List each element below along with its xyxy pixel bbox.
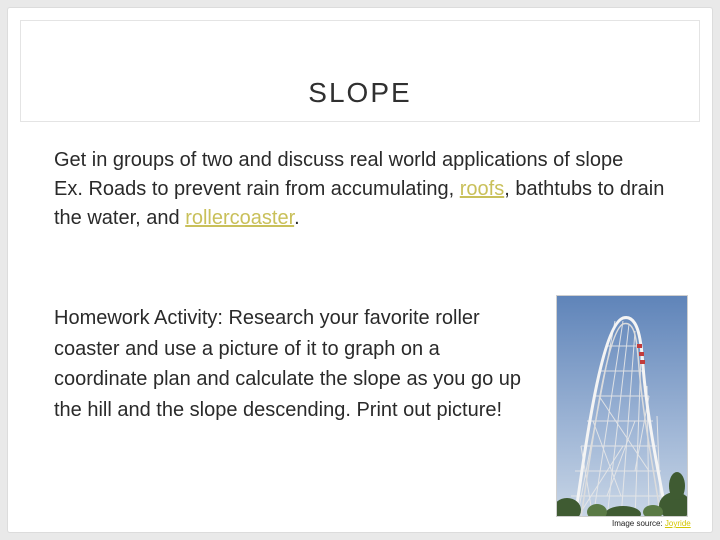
title-box (20, 20, 700, 122)
slide-title: SLOPE (308, 77, 412, 108)
intro-text-block (54, 146, 694, 233)
image-credit (612, 519, 691, 528)
homework-paragraph: Homework Activity: Research your favorite roller coaster and use a picture of it to graph on a coordinate plan and calculate the slope as you go up the hill and the slope descending. Print out picture! (54, 307, 522, 421)
example-middle: , bathtubs to drain the water, and (54, 178, 665, 229)
roofs-link[interactable]: roofs (459, 178, 505, 200)
roller-coaster-photo (556, 295, 688, 517)
rollercoaster-link[interactable]: rollercoaster (185, 207, 295, 229)
example-prefix: Ex. Roads to prevent rain from accumulating, (54, 178, 460, 200)
image-credit-label: Image source: (612, 519, 665, 528)
example-paragraph (54, 175, 694, 233)
example-suffix: . (294, 207, 300, 229)
roller-coaster-illustration (557, 296, 688, 517)
image-credit-link[interactable]: Joyride (664, 519, 691, 528)
intro-paragraph: Get in groups of two and discuss real world applications of slope (54, 149, 624, 171)
